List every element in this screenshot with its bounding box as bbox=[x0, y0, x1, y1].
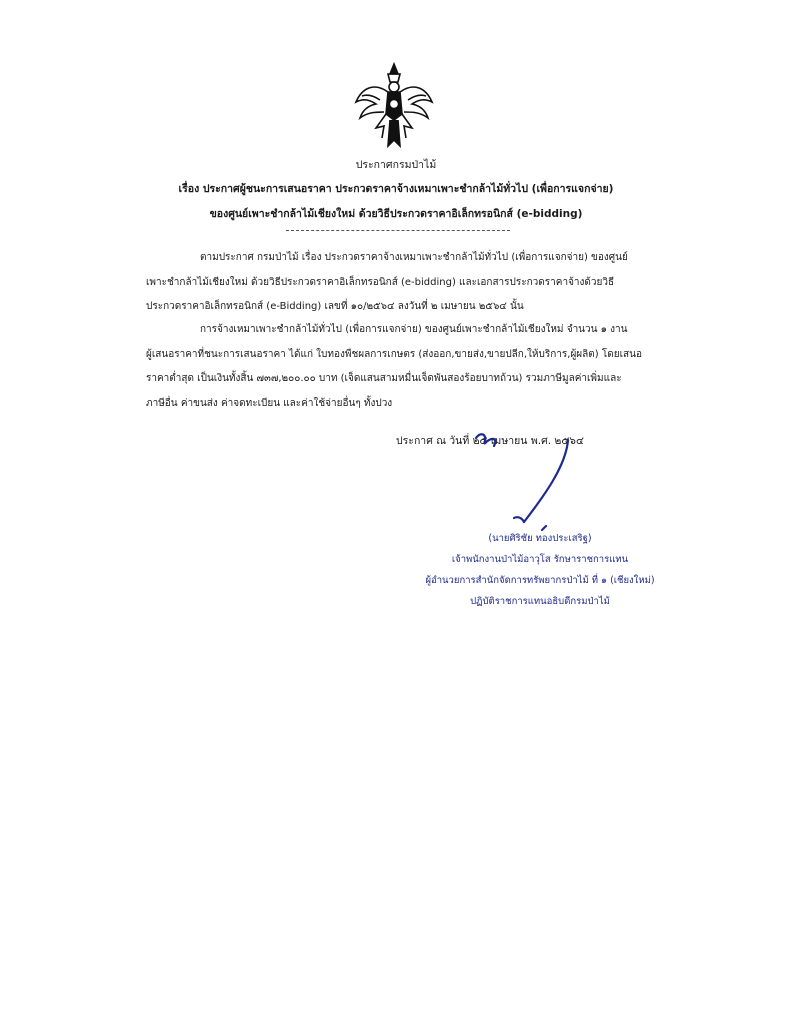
garuda-emblem bbox=[354, 62, 434, 150]
announcement-date: ประกาศ ณ วันที่ ๒๕ เมษายน พ.ศ. ๒๕๖๔ bbox=[396, 435, 584, 447]
handwritten-signature bbox=[468, 426, 608, 536]
announcement-title: ประกาศกรมป่าไม้ bbox=[355, 159, 437, 171]
signer-position: เจ้าพนักงานป่าไม้อาวุโส รักษาราชการแทน bbox=[451, 554, 629, 565]
paragraph-1-line: ตามประกาศ กรมป่าไม้ เรื่อง ประกวดราคาจ้างเหมาเพาะชำกล้าไม้ทั่วไป (เพื่อการแจกจ่าย) ของศูนย์ bbox=[200, 252, 628, 263]
paragraph-2-line: ภาษีอื่น ค่าขนส่ง ค่าจดทะเบียน และค่าใช้จ่ายอื่นๆ ทั้งปวง bbox=[146, 397, 393, 409]
paragraph-1 bbox=[146, 246, 646, 320]
signer-name: (นายศิริชัย ทองประเสริฐ) bbox=[488, 533, 592, 544]
signer-position: ปฏิบัติราชการแทนอธิบดีกรมป่าไม้ bbox=[470, 596, 610, 607]
paragraph-2-line: ผู้เสนอราคาที่ชนะการเสนอราคา ได้แก่ ใบทองพืชผลการเกษตร (ส่งออก,ขายส่ง,ขายปลีก,ให้บริการ,ผู้ผลิต) โดยเสนอ bbox=[146, 348, 642, 360]
paragraph-2 bbox=[146, 318, 646, 416]
signer-position: ผู้อำนวยการสำนักจัดการทรัพยากรป่าไม้ ที่ ๑ (เชียงใหม่) bbox=[425, 575, 655, 586]
subject-line-2: ของศูนย์เพาะชำกล้าไม้เชียงใหม่ ด้วยวิธีประกวดราคาอิเล็กทรอนิกส์ (e-bidding) bbox=[209, 208, 583, 220]
subject-line-1: เรื่อง ประกาศผู้ชนะการเสนอราคา ประกวดราคาจ้างเหมาเพาะชำกล้าไม้ทั่วไป (เพื่อการแจกจ่าย) bbox=[178, 183, 614, 195]
paragraph-2-line: ราคาต่ำสุด เป็นเงินทั้งสิ้น ๗๓๗,๒๐๐.๐๐ บาท (เจ็ดแสนสามหมื่นเจ็ดพันสองร้อยบาทถ้วน) รวมภาษีมูลค่าเพิ่มและ bbox=[146, 373, 622, 384]
signature-block bbox=[420, 528, 660, 612]
paragraph-1-line: ประกวดราคาอิเล็กทรอนิกส์ (e-Bidding) เลขที่ ๑๐/๒๕๖๔ ลงวันที่ ๒ เมษายน ๒๕๖๔ นั้น bbox=[146, 301, 524, 312]
paragraph-2-line: การจ้างเหมาเพาะชำกล้าไม้ทั่วไป (เพื่อการแจกจ่าย) ของศูนย์เพาะชำกล้าไม้เชียงใหม่ จำนวน ๑ งาน bbox=[200, 324, 628, 335]
divider bbox=[286, 230, 510, 231]
paragraph-1-line: เพาะชำกล้าไม้เชียงใหม่ ด้วยวิธีประกวดราคาอิเล็กทรอนิกส์ (e-bidding) และเอกสารประกวดราคาจ้างด้วยวิธี bbox=[146, 276, 615, 288]
